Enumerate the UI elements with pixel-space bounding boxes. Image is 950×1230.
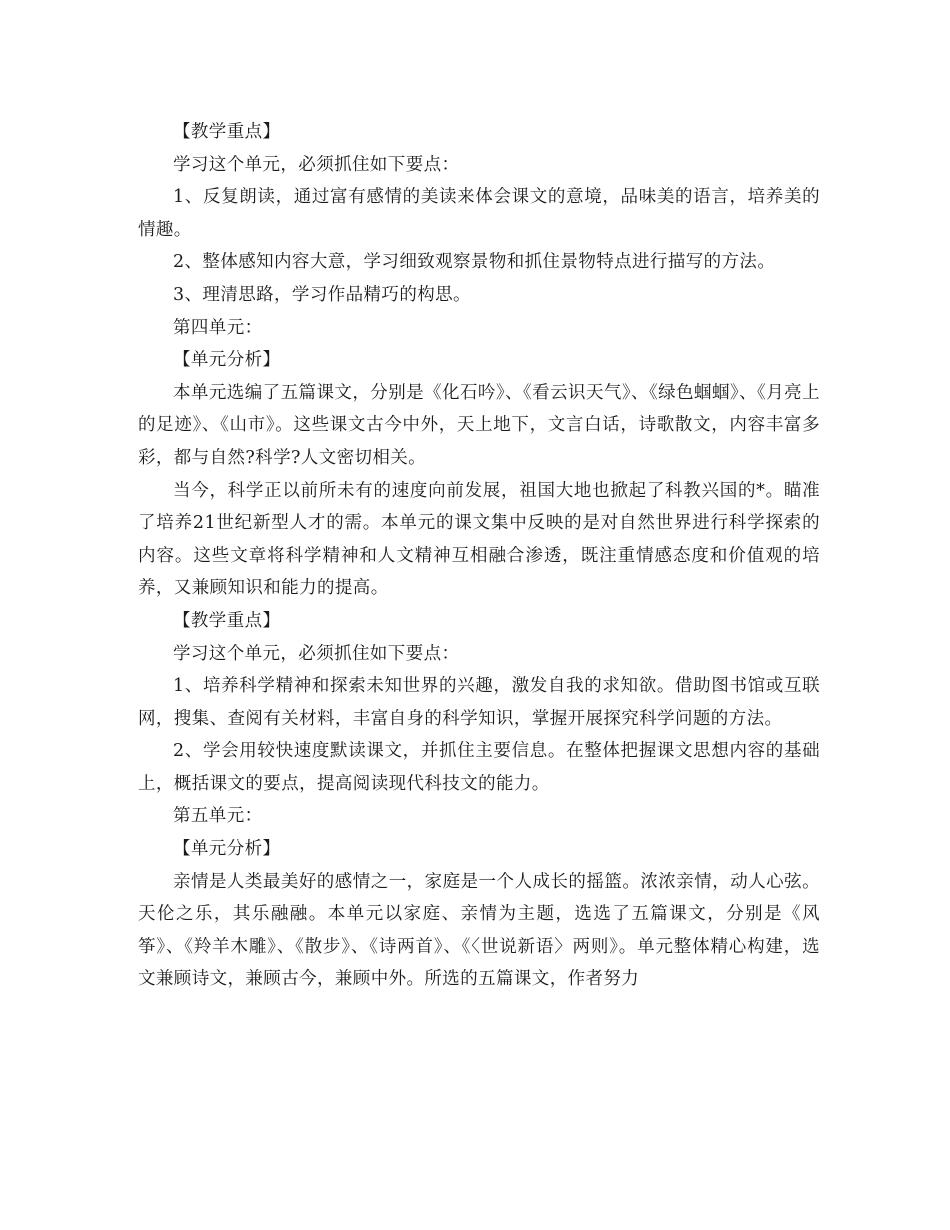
paragraph: 亲情是人类最美好的感情之一，家庭是一个人成长的摇篮。浓浓亲情，动人心弦。天伦之乐，其乐融融。本单元以家庭、亲情为主题，选选了五篇课文，分别是《风筝》、《羚羊木雕》、《散步》、《诗两首》、《〈世说新语〉两则》。单元整体精心构建，选文兼顾诗文，兼顾古今，兼顾中外。所选的五篇课文，作者努力 [138, 871, 820, 990]
paragraph: 学习这个单元，必须抓住如下要点： [173, 643, 460, 664]
list-item: 3、理清思路，学习作品精巧的构思。 [173, 284, 471, 305]
unit-heading-4: 第四单元： [173, 317, 263, 338]
section-heading-teaching-focus: 【教学重点】 [173, 122, 281, 142]
list-item: 1、反复朗读，通过富有感情的美读来体会课文的意境，品味美的语言，培养美的情趣。 [138, 187, 820, 240]
paragraph: 学习这个单元，必须抓住如下要点： [173, 154, 460, 175]
paragraph: 本单元选编了五篇课文，分别是《化石吟》、《看云识天气》、《绿色蝈蝈》、《月亮上的足迹》、《山市》。这些课文古今中外，天上地下，文言白话，诗歌散文，内容丰富多彩，都与自然?科学?人文密切相关。 [138, 382, 820, 468]
paragraph: 当今，科学正以前所未有的速度向前发展，祖国大地也掀起了科教兴国的*。瞄准了培养21世纪新型人才的需。本单元的课文集中反映的是对自然世界进行科学探索的内容。这些文章将科学精神和人文精神互相融合渗透，既注重情感态度和价值观的培养，又兼顾知识和能力的提高。 [138, 480, 820, 599]
list-item: 1、培养科学精神和探索未知世界的兴趣，激发自我的求知欲。借助图书馆或互联网，搜集、查阅有关材料，丰富自身的科学知识，掌握开展探究科学问题的方法。 [138, 676, 820, 729]
list-item: 2、学会用较快速度默读课文，并抓住主要信息。在整体把握课文思想内容的基础上，概括课文的要点，提高阅读现代科技文的能力。 [138, 741, 820, 794]
list-item: 2、整体感知内容大意，学习细致观察景物和抓住景物特点进行描写的方法。 [173, 252, 776, 273]
document-body [138, 116, 820, 996]
section-heading-unit-analysis: 【单元分析】 [173, 350, 281, 371]
unit-heading-5: 第五单元： [173, 806, 263, 827]
section-heading-unit-analysis: 【单元分析】 [173, 839, 281, 860]
section-heading-teaching-focus: 【教学重点】 [173, 610, 281, 631]
